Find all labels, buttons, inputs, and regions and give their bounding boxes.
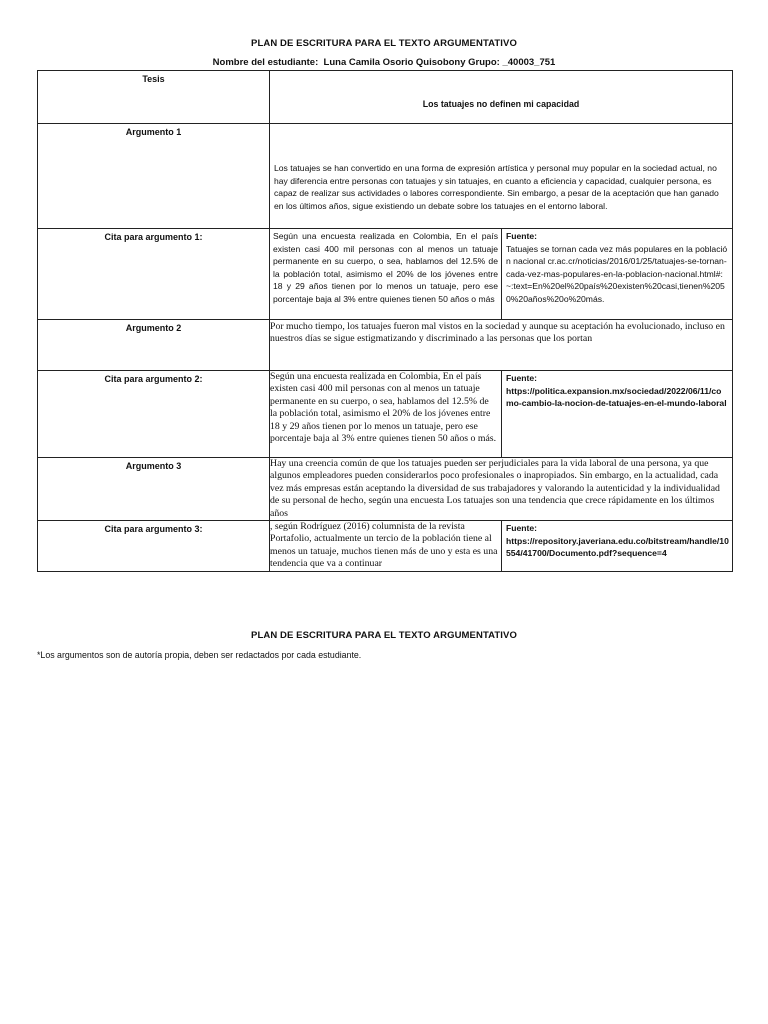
cita2-quote: Según una encuesta realizada en Colombia, En el país existen casi 400 mil personas con al menos un tatuaje permanente en su cuerpo, o sea, hablamos del 12.5% de la población total, asimismo el 20% de los jóvenes entre 18 y 29 años tienen por lo menos un tatuaje, pero ese porcentaje baja al 3% entre quienes tienen 50 años o más. bbox=[270, 371, 502, 458]
student-line bbox=[0, 57, 768, 68]
tesis-content: Los tatuajes no definen mi capacidad bbox=[270, 71, 733, 124]
argumento3-content: Hay una creencia común de que los tatuajes pueden ser perjudiciales para la vida laboral de una persona, ya que algunos empleadores pueden considerarlos poco profesionales o inapropiados. Sin embargo, en la actualidad, cada vez más empresas están aceptando la diversidad de sus trabajadores y valorando la autenticidad y la individualidad de su personal de hecho, según una encuesta Los tatuajes son una tendencia que crece rápidamente en los últimos años bbox=[270, 458, 733, 521]
table-row-argumento1 bbox=[38, 124, 733, 229]
table-row-cita2 bbox=[38, 371, 733, 458]
argumento1-label: Argumento 1 bbox=[38, 124, 270, 229]
footer-title: PLAN DE ESCRITURA PARA EL TEXTO ARGUMENTATIVO bbox=[251, 630, 517, 641]
table-row-cita3 bbox=[38, 521, 733, 572]
cita2-source-cell bbox=[502, 371, 733, 458]
table-row-argumento2 bbox=[38, 320, 733, 371]
group-value: _40003_751 bbox=[502, 57, 556, 68]
cita1-source-cell bbox=[502, 229, 733, 320]
tesis-label: Tesis bbox=[38, 71, 270, 124]
cita3-source-cell bbox=[502, 521, 733, 572]
student-name: Luna Camila Osorio Quisobony bbox=[323, 57, 466, 68]
cita2-source: https://politica.expansion.mx/sociedad/2022/06/11/como-cambio-la-nocion-de-tatuajes-en-el-mundo-laboral bbox=[506, 385, 727, 409]
page-title: PLAN DE ESCRITURA PARA EL TEXTO ARGUMENTATIVO bbox=[251, 38, 517, 49]
cita1-label: Cita para argumento 1: bbox=[38, 229, 270, 320]
plan-table bbox=[37, 70, 733, 572]
table-row-tesis bbox=[38, 71, 733, 124]
cita3-source-label: Fuente: bbox=[506, 523, 538, 534]
cita3-source: https://repository.javeriana.edu.co/bitstream/handle/10554/41700/Documento.pdf?sequence=4 bbox=[506, 535, 729, 559]
table-row-cita1 bbox=[38, 229, 733, 320]
cita1-quote: Según una encuesta realizada en Colombia, En el país existen casi 400 mil personas con al menos un tatuaje permanente en su cuerpo, o sea, hablamos del 12.5% de la población total, asimismo el 20% de los jóvenes entre 18 y 29 años tienen por lo menos un tatuaje, pero ese porcentaje baja al 3% entre quienes tienen 50 años o más bbox=[270, 229, 502, 320]
cita3-quote: , según Rodríguez (2016) columnista de la revista Portafolio, actualmente un tercio de la población tiene al menos un tatuaje, muchos tienen más de uno y esta es una tendencia que va a continuar bbox=[270, 521, 502, 572]
argumento3-label: Argumento 3 bbox=[38, 458, 270, 521]
argumento2-content: Por mucho tiempo, los tatuajes fueron mal vistos en la sociedad y aunque su aceptación ha evolucionado, incluso en nuestros días se sigue estigmatizando y discriminado a las personas que los portan bbox=[270, 320, 733, 371]
argumento1-content: Los tatuajes se han convertido en una forma de expresión artística y personal muy popular en la sociedad actual, no hay diferencia entre personas con tatuajes y sin tatuajes, en cuanto a eficiencia y capacidad, cualquier persona, es capaz de realizar sus actividades o labores correspondiente. Sin embargo, a pesar de la aceptación que han ganado en los últimos años, sigue existiendo un debate sobre los tatuajes en el entorno laboral. bbox=[270, 124, 733, 229]
cita2-label: Cita para argumento 2: bbox=[38, 371, 270, 458]
cita1-source-label: Fuente: bbox=[506, 231, 538, 241]
cita3-label: Cita para argumento 3: bbox=[38, 521, 270, 572]
group-label: Grupo: bbox=[468, 57, 500, 68]
student-label: Nombre del estudiante: bbox=[212, 57, 319, 68]
argumento2-label: Argumento 2 bbox=[38, 320, 270, 371]
cita2-source-label: Fuente: bbox=[506, 373, 538, 383]
cita1-source: Tatuajes se tornan cada vez más populares en la población nacional cr.ac.cr/noticias/2016/01/25/tatuajes-se-tornan-cada-vez-mas-populares-en-la-poblacion-nacional.html#:~:text=En%20el%20país%20existen%20casi,tienen%2050%20años%20o%20más. bbox=[506, 243, 728, 304]
footer-note: *Los argumentos son de autoría propia, deben ser redactados por cada estudiante. bbox=[37, 650, 362, 660]
table-row-argumento3 bbox=[38, 458, 733, 521]
